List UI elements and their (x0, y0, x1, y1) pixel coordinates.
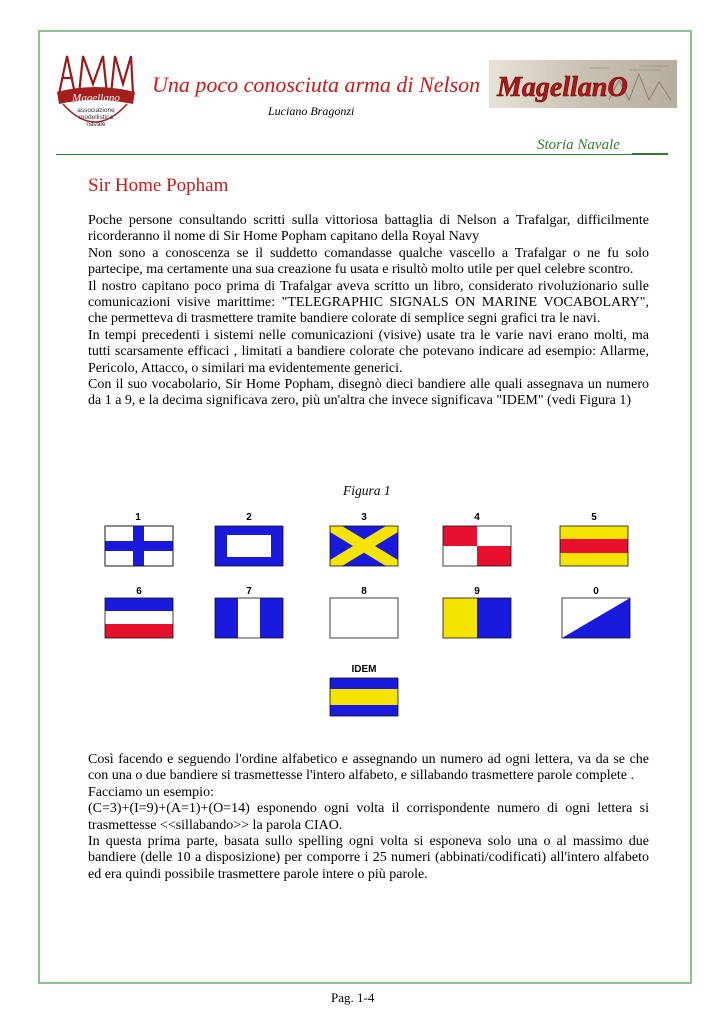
paragraph: In tempi precedenti i sistemi nelle comunicazioni (visive) usate tra le varie navi erano molti, ma tutti scarsamente efficaci , limitati a bandiere colorate che potevano indicare ad esempio: Allarme, Pericolo, Attacco, o similari ma evidentemente generici. (88, 327, 649, 376)
magellano-brand-logo (489, 60, 677, 108)
paragraph: Facciamo un esempio: (88, 784, 214, 800)
flag-label-0: 0 (593, 586, 599, 597)
paragraph: In questa prima parte, basata sullo spelling ogni volta si esponeva solo una o al massimo due bandiere (delle 10 a disposizione) per comporre i 25 numeri (abbinati/codificati) all'intero alfabeto ed era quindi possibile trasmettere parole intere o più parole. (88, 834, 649, 882)
paragraph: Con il suo vocabolario, Sir Home Popham, disegnò dieci bandiere alle quali assegnava un numero da 1 a 9, e la decima significava zero, più un'altra che invece significava "IDEM" (vedi Figura 1) (88, 377, 649, 409)
paragraph: Il nostro capitano poco prima di Trafalgar aveva scritto un libro, considerato rivoluzionario sulle comunicazioni visive marittime: "TELEGRAPHIC SIGNALS ON MARINE VOCABOLARY", che permetteva di trasmettere tramite bandiere colorate di semplice segni grafici tra le navi. (88, 278, 649, 327)
logo-subtitle-2: modellistica (79, 114, 113, 121)
example-text (88, 752, 649, 883)
article-title: Una poco conosciuta arma di Nelson (152, 72, 481, 97)
section-heading: Sir Home Popham (88, 175, 229, 196)
section-label: Storia Navale (537, 137, 620, 153)
paragraph: (C=3)+(I=9)+(A=1)+(O=14) esponendo ogni volta il corrispondente numero di ogni lettera si trasmettesse <<sillabando>> la parola CIAO. (88, 801, 649, 833)
logo-subtitle-1: associazione (77, 107, 115, 114)
magellano-association-logo (53, 48, 137, 134)
flag-label-4: 4 (474, 512, 480, 523)
brand-logo-text: MagellanO (497, 72, 628, 103)
logo-subtitle-3: navale (86, 121, 106, 128)
flag-label-7: 7 (246, 586, 252, 597)
flag-label-9: 9 (474, 586, 480, 597)
intro-text (88, 213, 649, 410)
flag-label-3: 3 (361, 512, 367, 523)
flag-label-1: 1 (135, 512, 141, 523)
flag-label-8: 8 (361, 586, 367, 597)
paragraph: Non sono a conoscenza se il suddetto comandasse qualche vascello a Trafalgar o ne fu solo partecipe, ma certamente una sua creazione fu usata e risultò molto utile per quel celebre scontro. (88, 245, 649, 278)
article-author: Luciano Bragonzi (268, 104, 355, 118)
logo-banner-text: Magellano (72, 92, 120, 104)
paragraph: Così facendo e seguendo l'ordine alfabetico e assegnando un numero ad ogni lettera, va da se che con una o due bandiere si trasmettesse l'intero alfabeto, e sillabando trasmettere parole complete . (88, 752, 649, 784)
flag-label-2: 2 (246, 512, 252, 523)
header-rule (56, 154, 668, 155)
page-number: Pag. 1-4 (331, 990, 375, 1005)
flag-label-6: 6 (136, 586, 142, 597)
figure-caption: Figura 1 (343, 483, 391, 498)
flag-label-idem: IDEM (351, 664, 377, 675)
paragraph: Poche persone consultando scritti sulla vittoriosa battaglia di Nelson a Trafalgar, difficilmente ricorderanno il nome di Sir Home Popham capitano della Royal Navy (88, 213, 649, 245)
flag-label-5: 5 (591, 512, 597, 523)
